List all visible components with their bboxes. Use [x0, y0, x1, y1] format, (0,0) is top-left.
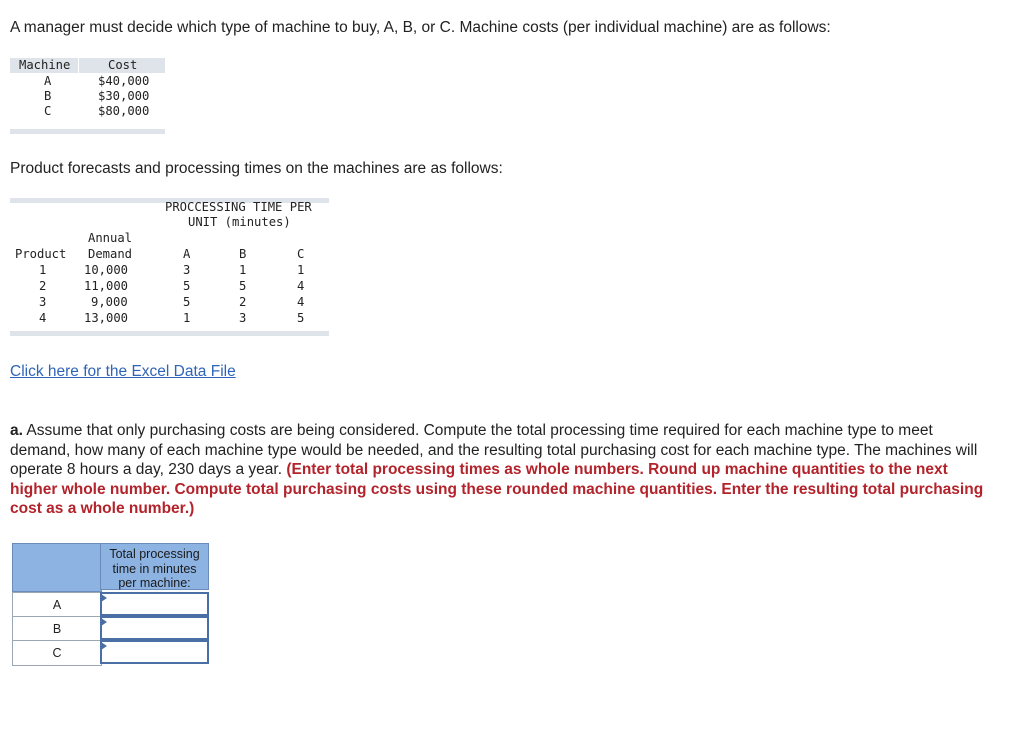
- row-label-a: A: [12, 592, 102, 618]
- header-b: B: [239, 247, 247, 261]
- time-b: 3: [239, 311, 247, 325]
- answer-header-blank: [12, 543, 102, 592]
- group-header: UNIT (minutes): [188, 215, 291, 229]
- processing-time-input-c[interactable]: [100, 640, 209, 664]
- column-header-line: per machine:: [118, 576, 191, 590]
- demand: 13,000: [84, 311, 129, 325]
- header-demand: Demand: [88, 247, 133, 261]
- column-header-line: time in minutes: [112, 561, 197, 576]
- answer-column-header: [100, 543, 209, 590]
- machine-cost-table: [10, 57, 165, 134]
- demand: 9,000: [91, 295, 128, 309]
- group-header: PROCCESSING TIME PER: [165, 200, 312, 214]
- processing-time-input-a[interactable]: [100, 592, 209, 616]
- product-forecast-table: [10, 198, 329, 337]
- question-label: a.: [10, 422, 23, 439]
- input-marker-icon: [101, 642, 107, 650]
- machine-label: A: [44, 74, 52, 88]
- answer-table: [12, 543, 211, 665]
- time-b: 1: [239, 263, 247, 277]
- product-id: 4: [39, 311, 47, 325]
- time-a: 5: [183, 295, 191, 309]
- machine-cost: $30,000: [98, 89, 150, 103]
- time-a: 5: [183, 279, 191, 293]
- question-a: [10, 421, 985, 519]
- time-c: 5: [297, 311, 305, 325]
- table-footer-band: [10, 331, 329, 336]
- time-b: 5: [239, 279, 247, 293]
- question-instruction: (Enter total processing times as whole numbers. Round up machine quantities to the next higher whole number. Compute total purchasing costs using these rounded machine quantities. Enter the resulting total purchasing cost as a whole number.): [10, 461, 984, 517]
- time-c: 1: [297, 263, 305, 277]
- input-marker-icon: [101, 618, 107, 626]
- time-a: 1: [183, 311, 191, 325]
- row-label-c: C: [12, 640, 102, 666]
- table-footer-band: [10, 129, 165, 134]
- column-header-line: Total processing: [109, 547, 200, 561]
- row-label-b: B: [12, 616, 102, 642]
- header-a: A: [183, 247, 191, 261]
- time-b: 2: [239, 295, 247, 309]
- input-marker-icon: [101, 594, 107, 602]
- excel-data-file-link[interactable]: Click here for the Excel Data File: [10, 363, 236, 380]
- machine-cost: $80,000: [98, 104, 150, 118]
- processing-time-input-b[interactable]: [100, 616, 209, 640]
- product-id: 3: [39, 295, 47, 309]
- product-id: 1: [39, 263, 47, 277]
- header-c: C: [297, 247, 305, 261]
- demand: 11,000: [84, 279, 129, 293]
- header-cost: Cost: [108, 58, 138, 72]
- question-text: Assume that only purchasing costs are being considered. Compute the total processing time required for each machine type to meet demand, how many of each machine type would be needed, and the resulting total purchasing cost for each machine type. The machines will operate 8 hours a day, 230 days a year.: [10, 422, 978, 478]
- machine-cost: $40,000: [98, 74, 150, 88]
- intro-text: A manager must decide which type of machine to buy, A, B, or C. Machine costs (per individual machine) are as follows:: [10, 19, 831, 36]
- annual-label: Annual: [88, 231, 133, 245]
- machine-label: B: [44, 89, 52, 103]
- machine-label: C: [44, 104, 52, 118]
- product-id: 2: [39, 279, 47, 293]
- header-machine: Machine: [19, 58, 71, 72]
- demand: 10,000: [84, 263, 129, 277]
- forecast-intro-text: Product forecasts and processing times on the machines are as follows:: [10, 160, 503, 177]
- time-c: 4: [297, 295, 305, 309]
- time-a: 3: [183, 263, 191, 277]
- header-product: Product: [15, 247, 67, 261]
- time-c: 4: [297, 279, 305, 293]
